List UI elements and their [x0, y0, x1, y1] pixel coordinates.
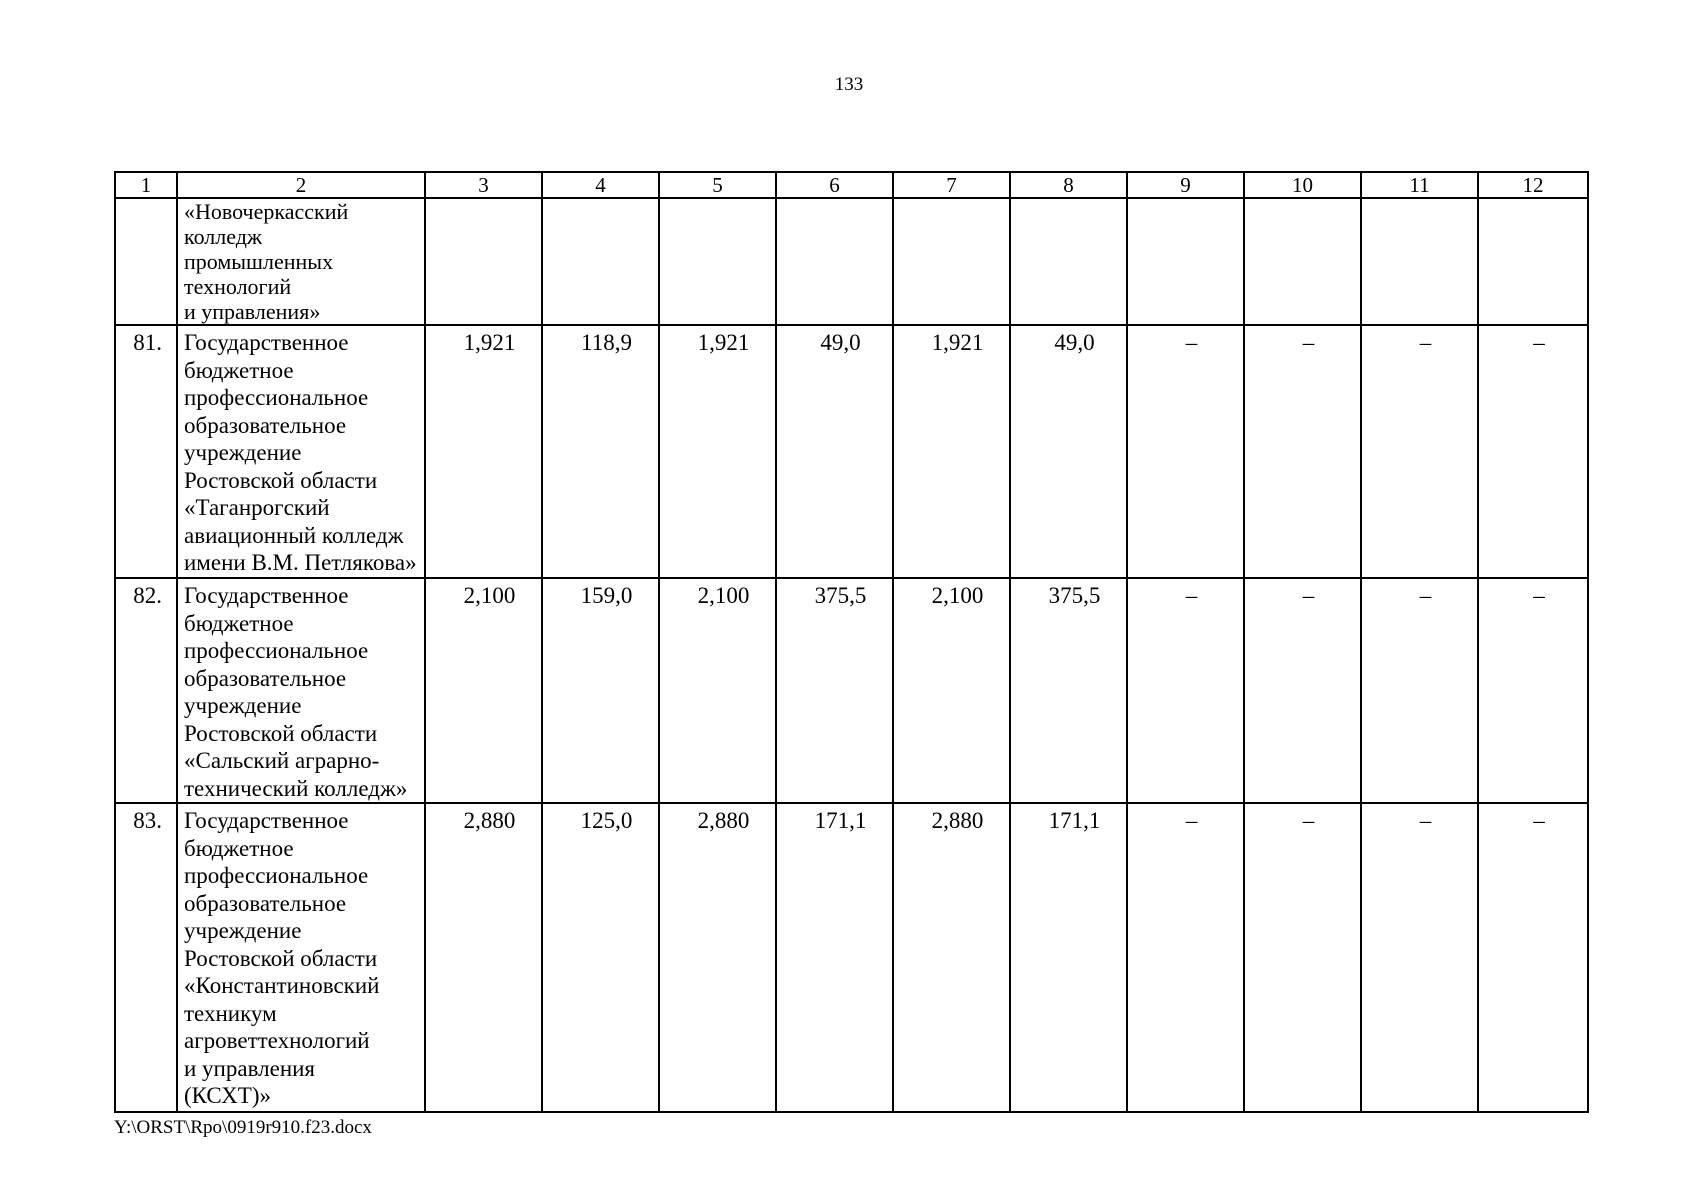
cell-value: 2,880: [931, 808, 984, 833]
value-cell-col-10: [1244, 325, 1361, 578]
name-line: образовательное: [184, 412, 347, 438]
file-path-footer: Y:\ORST\Rpo\0919r910.f23.docx: [114, 1117, 372, 1138]
cell-value: –: [1185, 808, 1198, 833]
cell-value: –: [1302, 808, 1315, 833]
value-cell-col-3: [425, 578, 542, 803]
name-line: имени В.М. Петлякова»: [184, 550, 417, 575]
value-cell-col-8: [1010, 803, 1127, 1112]
value-cell-col-12: [1478, 325, 1588, 578]
cell-value: –: [1419, 583, 1432, 608]
page-number: 133: [834, 74, 864, 95]
value-cell-col-4: [542, 325, 659, 578]
cell-value: 2,880: [463, 808, 516, 833]
name-line: и управления»: [184, 299, 321, 324]
name-line: Государственное: [184, 583, 349, 608]
value-cell-col-12: [1478, 578, 1588, 803]
value-cell-col-4: [542, 578, 659, 803]
name-line: авиационный колледж: [184, 522, 404, 548]
name-line: «Сальский аграрно-: [184, 748, 380, 773]
cell-value: 1,921: [931, 330, 984, 355]
column-header-8: 8: [1010, 172, 1127, 198]
value-cell-col-9: [1127, 325, 1244, 578]
value-cell-col-7: [893, 325, 1010, 578]
value-cell-col-11: [1361, 803, 1478, 1112]
cell-value: 171,1: [814, 808, 867, 833]
cell-value: –: [1533, 330, 1545, 355]
cell-value: –: [1185, 583, 1198, 608]
name-line: бюджетное: [184, 357, 294, 383]
continuation-row: [115, 198, 1588, 325]
value-cell-col-8: [1010, 578, 1127, 803]
cell-value: 2,100: [697, 583, 750, 608]
column-header-5: 5: [659, 172, 776, 198]
name-line: профессиональное: [184, 385, 369, 410]
column-header-10: 10: [1244, 172, 1361, 198]
cell-value: –: [1419, 330, 1432, 355]
name-line: Ростовской области: [184, 467, 378, 493]
column-header-9: 9: [1127, 172, 1244, 198]
name-line: учреждение: [184, 693, 302, 718]
num-cell: [115, 198, 177, 325]
column-header-7: 7: [893, 172, 1010, 198]
cell-value: –: [1185, 330, 1198, 355]
cell-value: 1,921: [463, 330, 516, 355]
name-line: агроветтехнологий: [184, 1028, 370, 1053]
name-line: «Константиновский: [184, 973, 380, 998]
institution-name: [177, 325, 425, 578]
table-row: [115, 578, 1588, 803]
name-cell: [177, 198, 425, 325]
name-line: учреждение: [184, 918, 302, 943]
name-line: колледж: [184, 224, 263, 249]
column-header-6: 6: [776, 172, 893, 198]
value-cell-col-5: [659, 578, 776, 803]
name-line: технологий: [184, 274, 292, 299]
table-row: [115, 325, 1588, 578]
cell-value: 2,100: [463, 583, 516, 608]
row-number: 82.: [115, 578, 177, 803]
name-line: техникум: [184, 1000, 277, 1026]
name-line: «Таганрогский: [184, 495, 330, 520]
cell-value: 125,0: [580, 808, 633, 833]
value-cell-col-4: [542, 803, 659, 1112]
cell-value: –: [1302, 330, 1315, 355]
column-header-4: 4: [542, 172, 659, 198]
value-cell-col-3: [425, 803, 542, 1112]
cell-value: 171,1: [1048, 808, 1101, 833]
value-cell-col-5: [659, 803, 776, 1112]
name-line: «Новочеркасский: [184, 199, 349, 224]
row-number: 81.: [115, 325, 177, 578]
header-row: [115, 172, 1588, 198]
name-line: бюджетное: [184, 610, 294, 636]
value-cell-col-9: [1127, 578, 1244, 803]
cell-value: –: [1302, 583, 1315, 608]
cell-value: 2,100: [931, 583, 984, 608]
value-cell-col-11: [1361, 325, 1478, 578]
name-line: профессиональное: [184, 638, 369, 663]
cell-value: 118,9: [581, 330, 632, 355]
name-line: Ростовской области: [184, 720, 378, 746]
name-line: Государственное: [184, 330, 349, 355]
name-line: образовательное: [184, 890, 347, 916]
value-cell-col-6: [776, 325, 893, 578]
value-cell-col-12: [1478, 803, 1588, 1112]
value-cell-col-10: [1244, 803, 1361, 1112]
cell-value: 49,0: [820, 330, 861, 355]
row-number: 83.: [115, 803, 177, 1112]
cell-value: 49,0: [1054, 330, 1095, 355]
cell-value: 375,5: [814, 583, 867, 608]
institution-name: [177, 803, 425, 1112]
value-cell-col-9: [1127, 803, 1244, 1112]
value-cell-col-5: [659, 325, 776, 578]
name-line: технический колледж»: [184, 775, 408, 801]
name-line: (КСХТ)»: [184, 1083, 271, 1108]
value-cell-col-3: [425, 325, 542, 578]
column-header-12: 12: [1478, 172, 1588, 198]
name-line: бюджетное: [184, 835, 294, 861]
cell-value: 375,5: [1048, 583, 1101, 608]
name-line: учреждение: [184, 440, 302, 465]
column-header-1: 1: [115, 172, 177, 198]
cell-value: 159,0: [580, 583, 633, 608]
cell-value: 2,880: [697, 808, 750, 833]
column-header-2: 2: [177, 172, 425, 198]
name-line: Государственное: [184, 808, 349, 833]
value-cell-col-10: [1244, 578, 1361, 803]
value-cell-col-6: [776, 803, 893, 1112]
cell-value: 1,921: [697, 330, 750, 355]
name-line: профессиональное: [184, 863, 369, 888]
column-header-11: 11: [1361, 172, 1478, 198]
value-cell-col-6: [776, 578, 893, 803]
cell-value: –: [1533, 583, 1545, 608]
value-cell-col-7: [893, 803, 1010, 1112]
name-line: промышленных: [184, 249, 334, 274]
table-row: [115, 803, 1588, 1112]
value-cell-col-8: [1010, 325, 1127, 578]
institution-name: [177, 578, 425, 803]
column-header-3: 3: [425, 172, 542, 198]
name-line: образовательное: [184, 665, 347, 691]
value-cell-col-7: [893, 578, 1010, 803]
cell-value: –: [1533, 808, 1545, 833]
cell-value: –: [1419, 808, 1432, 833]
name-line: Ростовской области: [184, 945, 378, 971]
value-cell-col-11: [1361, 578, 1478, 803]
name-line: и управления: [184, 1055, 316, 1081]
data-table: [114, 171, 1589, 1113]
